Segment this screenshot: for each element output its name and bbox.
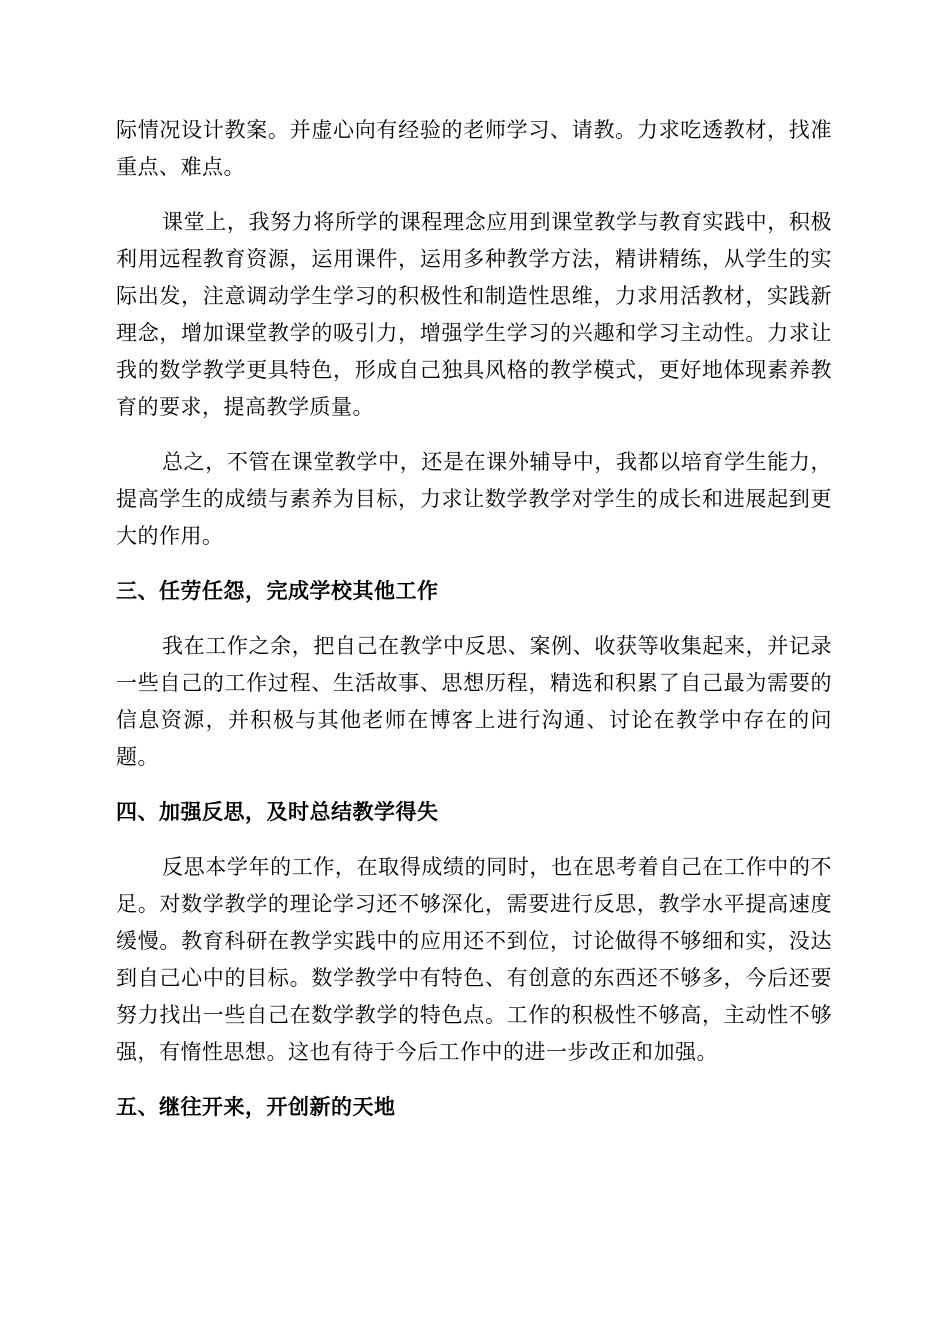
section-heading-4: 四、加强反思，及时总结教学得失	[116, 800, 439, 824]
section-heading-5: 五、继往开来，开创新的天地	[116, 1095, 396, 1119]
paragraph-classroom: 课堂上，我努力将所学的课程理念应用到课堂教学与教育实践中，积极利用远程教育资源，运用课件，运用多种教学方法，精讲精练，从学生的实际出发，注意调动学生学习的积极性和制造性思维，力求用活教材，实践新理念，增加课堂教学的吸引力，增强学生学习的兴趣和学习主动性。力求让我的数学教学更具特色，形成自己独具风格的教学模式，更好地体现素养教育的要求，提高教学质量。	[116, 210, 832, 419]
paragraph-summary: 总之，不管在课堂教学中，还是在课外辅导中，我都以培育学生能力，提高学生的成绩与素养为目标，力求让数学教学对学生的成长和进展起到更大的作用。	[116, 450, 832, 548]
section-4-paragraph: 反思本学年的工作，在取得成绩的同时，也在思考着自己在工作中的不足。对数学教学的理论学习还不够深化，需要进行反思，教学水平提高速度缓慢。教育科研在教学实践中的应用还不到位，讨论做得不够细和实，没达到自己心中的目标。数学教学中有特色、有创意的东西还不够多，今后还要努力找出一些自己在数学教学的特色点。工作的积极性不够高，主动性不够强，有惰性思想。这也有待于今后工作中的进一步改正和加强。	[116, 855, 832, 1064]
section-3-paragraph: 我在工作之余，把自己在教学中反思、案例、收获等收集起来，并记录一些自己的工作过程、生活故事、思想历程，精选和积累了自己最为需要的信息资源，并积极与其他老师在博客上进行沟通、讨论在教学中存在的问题。	[116, 634, 832, 769]
section-heading-3: 三、任劳任怨，完成学校其他工作	[116, 579, 439, 603]
document-body	[116, 112, 832, 1126]
paragraph-continuation: 际情况设计教案。并虚心向有经验的老师学习、请教。力求吃透教材，找准重点、难点。	[116, 118, 832, 179]
